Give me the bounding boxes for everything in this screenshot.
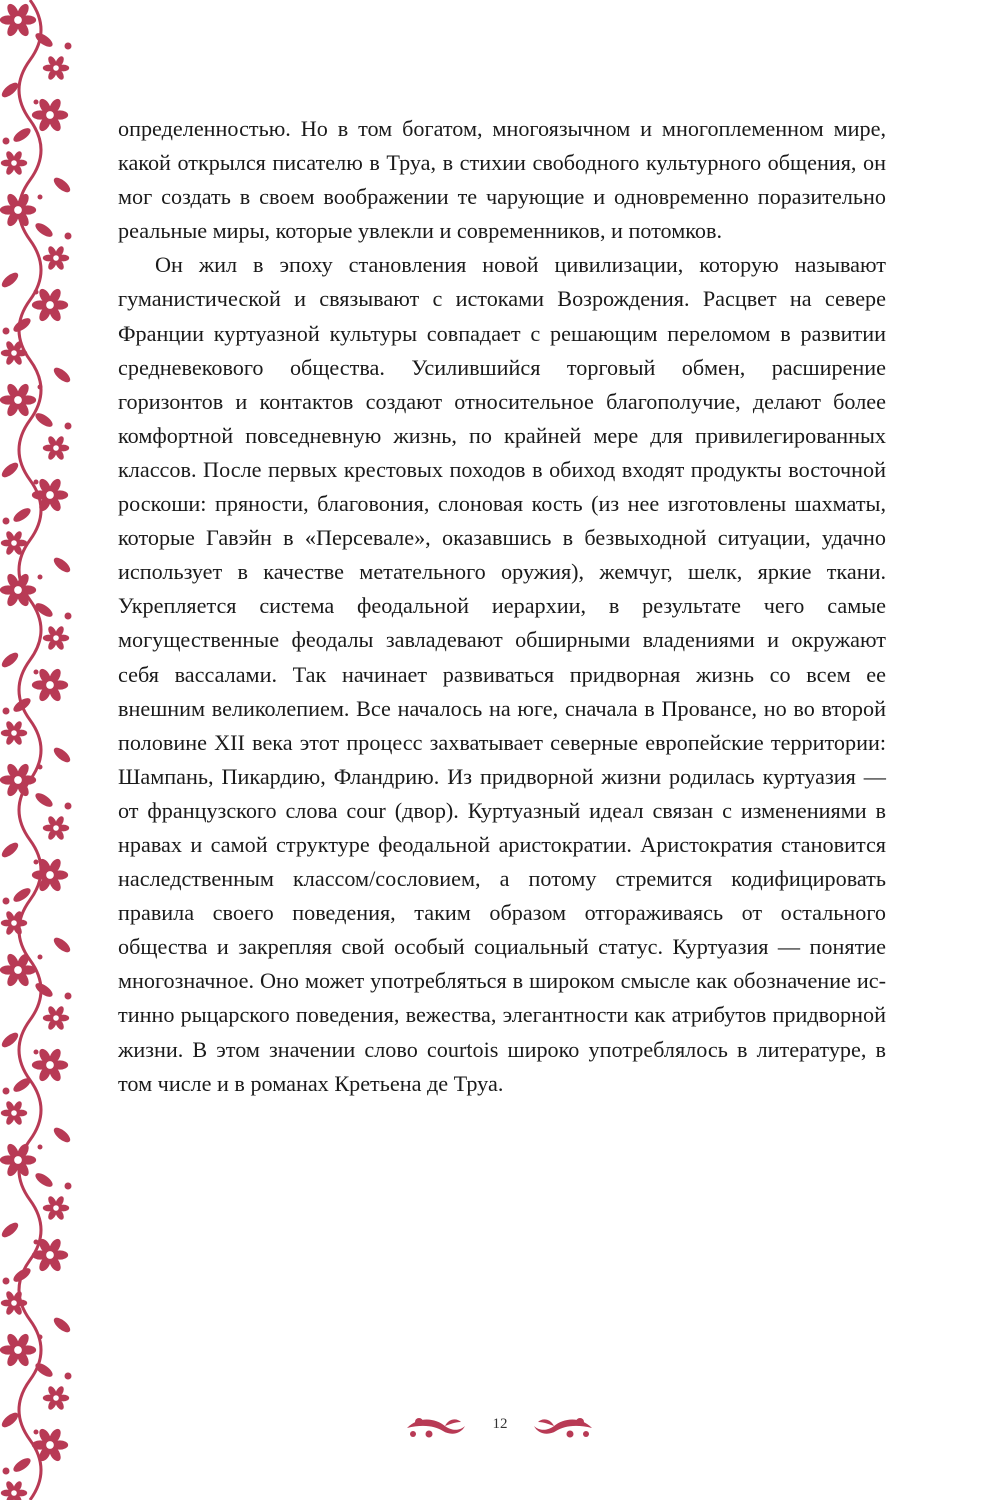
page-number: 12 xyxy=(492,1416,508,1432)
page-footer xyxy=(0,1408,1000,1448)
floral-flourish-icon xyxy=(405,1414,467,1442)
floral-flourish-icon xyxy=(532,1414,594,1442)
paragraph-continued: определенностью. Но в том богатом, многоязычном и многоплеменном мире, какой открылся писателю в Труа, в стихии свободного культурного общения, он мог создать в своем воображении те чарующие и одновременно поразительно реальные миры, которые увлекли и современников, и потомков. xyxy=(118,116,886,244)
paragraph-main: Он жил в эпоху становления новой цивилизации, которую называют гуманистической и связывают с истоками Возрождения. Расцвет на севере Франции куртуазной культуры совпадает с решающим переломом в развитии средневекового общества. Усилившийся торговый обмен, расширение горизонтов и контактов создают относительное благополучие, делают более комфортной повседневную жизнь, по крайней мере для привилегированных классов. После первых крестовых походов в обиход входят продукты восточной роскоши: пряности, благовония, слоновая кость (из нее изготовлены шахматы, которые Гавэйн в «Персевале», оказавшись в безвыходной ситуации, удачно использует в качестве метательного оружия), жемчуг, шелк, яркие ткани. Укрепляется система феодальной иерархии, в результате чего самые могущественные феодалы завладевают обширными владениями и окружают себя вассалами. Так начинает развиваться придворная жизнь со всем ее внешним великолепием. Все началось на юге, сначала в Провансе, но во второй половине XII века этот процесс захватывает северные европейские территории: Шампань, Пикардию, Фландрию. Из придворной жизни родилась куртуазия — от французского слова cour (двор). Куртуазный идеал связан с изменениями в нравах и самой структуре феодальной аристократии. Аристократия становится наследственным классом/сословием, а потому стремится кодифицировать правила своего поведения, таким образом отгораживаясь от остального общества и закрепляя свой особый социальный статус. Куртуазия — понятие многозначное. Оно может употребляться в широком смысле как обозначение истинно рыцарского поведения, вежества, элегантности как атрибутов придворной жизни. В этом значении слово courtois широко употреблялось в литературе, в том числе и в романах Кретьена де Труа. xyxy=(118,252,886,1096)
floral-vine-border-icon xyxy=(0,0,80,1500)
body-text xyxy=(118,112,886,1101)
